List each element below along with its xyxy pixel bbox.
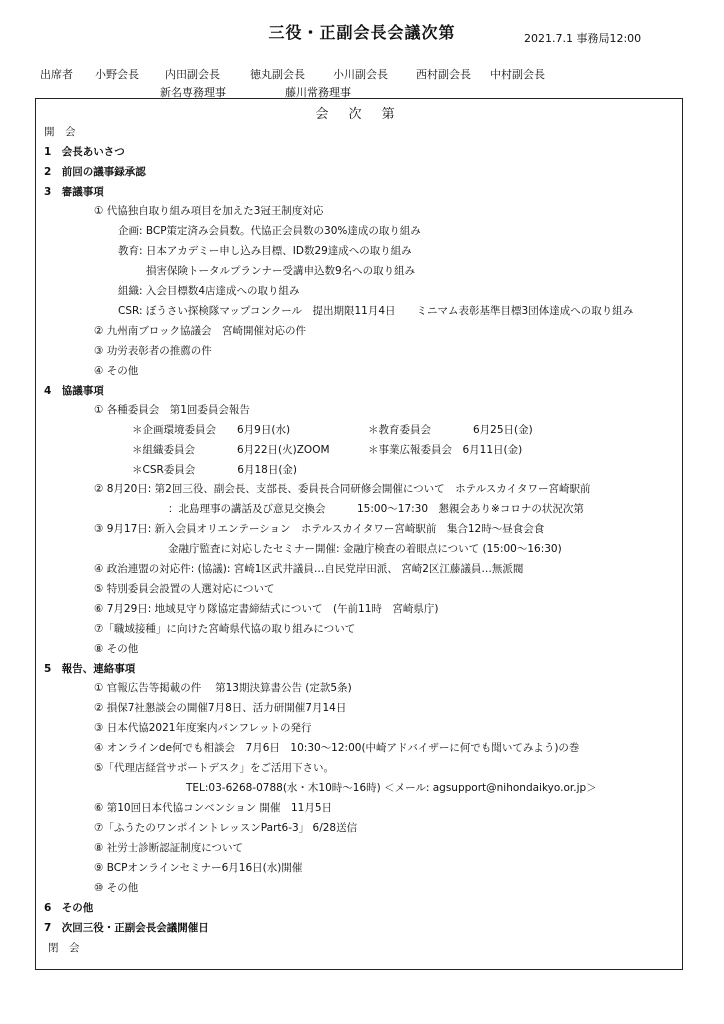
agenda-item: ⑩ その他 bbox=[94, 882, 139, 894]
agenda-section: 4 協議事項 bbox=[44, 385, 104, 397]
agenda-item: ⑤ 特別委員会設置の人選対応について bbox=[94, 583, 275, 595]
agenda-subitem: CSR: ぼうさい探検隊マップコンクール 提出期限11月4日 ミニマム表彰基準目標3団体達成への取り組み bbox=[118, 305, 634, 317]
committee-entry: ＊組織委員会 6月22日(火)ZOOM bbox=[132, 444, 330, 456]
committee-entry: ＊企画環境委員会 6月9日(水) bbox=[132, 424, 291, 436]
agenda-item: ⑤「代理店経営サポートデスク」をご活用下さい。 bbox=[94, 762, 334, 774]
attendee: 徳丸副会長 bbox=[250, 68, 305, 81]
agenda-item: ⑦「職域接種」に向けた宮崎県代協の取り組みについて bbox=[94, 623, 356, 635]
agenda-item: ⑦「ふうたのワンポイントレッスンPart6-3」 6/28送信 bbox=[94, 822, 358, 834]
attendee: 小野会長 bbox=[95, 68, 139, 81]
agenda-opening: 開 会 bbox=[44, 126, 76, 138]
agenda-subitem: 教育: 日本アカデミー申し込み目標、ID数29達成への取り組み bbox=[118, 245, 412, 257]
agenda-section: 6 その他 bbox=[44, 902, 94, 914]
agenda-closing: 閉 会 bbox=[48, 942, 80, 954]
agenda-item: ④ オンラインde何でも相談会 7月6日 10:30〜12:00(中崎アドバイザーに何でも聞いてみよう)の巻 bbox=[94, 742, 580, 754]
attendee: 小川副会長 bbox=[333, 68, 388, 81]
agenda-item: ⑥ 第10回日本代協コンベンション 開催 11月5日 bbox=[94, 802, 333, 814]
agenda-item: ① 官報広告等掲載の件 第13期決算書公告 (定款5条) bbox=[94, 682, 352, 694]
agenda-item: ③ 9月17日: 新入会員オリエンテーション ホテルスカイタワー宮崎駅前 集合12時〜昼食会食 bbox=[94, 523, 545, 535]
agenda-item: ① 代協独自取り組み項目を加えた3冠王制度対応 bbox=[94, 205, 324, 217]
agenda-item: ⑧ その他 bbox=[94, 643, 139, 655]
attendee: 藤川常務理事 bbox=[285, 86, 351, 99]
agenda-title: 会 次 第 bbox=[315, 107, 403, 122]
attendees-label: 出席者 bbox=[40, 68, 73, 81]
agenda-section: 7 次回三役・正副会長会議開催日 bbox=[44, 922, 209, 934]
attendee: 中村副会長 bbox=[490, 68, 545, 81]
agenda-subitem: 組織: 入会目標数4店達成への取り組み bbox=[118, 285, 300, 297]
agenda-item: ④ その他 bbox=[94, 365, 139, 377]
agenda-subitem: ：北島理事の講話及び意見交換会 15:00〜17:30 懇親会あり※コロナの状況次第 bbox=[168, 503, 584, 515]
agenda-item: ③ 功労表彰者の推薦の件 bbox=[94, 345, 212, 357]
agenda-subitem: 企画: BCP策定済み会員数。代協正会員数の30%達成の取り組み bbox=[118, 225, 421, 237]
agenda-item: ① 各種委員会 第1回委員会報告 bbox=[94, 404, 250, 416]
agenda-section: 5 報告、連絡事項 bbox=[44, 663, 136, 675]
agenda-section: 3 審議事項 bbox=[44, 186, 104, 198]
attendee: 内田副会長 bbox=[165, 68, 220, 81]
committee-entry: ＊教育委員会 6月25日(金) bbox=[368, 424, 533, 436]
agenda-item: ② 8月20日: 第2回三役、副会長、支部長、委員長合同研修会開催について ホテルスカイタワー宮崎駅前 bbox=[94, 483, 591, 495]
agenda-box bbox=[35, 98, 683, 970]
agenda-item: ⑨ BCPオンラインセミナー6月16日(水)開催 bbox=[94, 862, 303, 874]
agenda-item: ③ 日本代協2021年度案内パンフレットの発行 bbox=[94, 722, 312, 734]
agenda-subitem: 金融庁監査に対応したセミナー開催: 金融庁検査の着眼点について (15:00〜16:30) bbox=[168, 543, 562, 555]
agenda-item: ② 九州南ブロック協議会 宮崎開催対応の件 bbox=[94, 325, 307, 337]
document-title: 三役・正副会長会議次第 bbox=[268, 23, 456, 42]
attendee: 新名専務理事 bbox=[160, 86, 226, 99]
meeting-date: 2021.7.1 事務局12:00 bbox=[524, 32, 642, 45]
committee-entry: ＊事業広報委員会 6月11日(金) bbox=[368, 444, 523, 456]
agenda-section: 1 会長あいさつ bbox=[44, 146, 125, 158]
attendee: 西村副会長 bbox=[416, 68, 471, 81]
agenda-item: ⑥ 7月29日: 地域見守り隊協定書締結式について (午前11時 宮崎県庁) bbox=[94, 603, 439, 615]
agenda-subitem: 損害保険トータルプランナー受講申込数9名への取り組み bbox=[146, 265, 416, 277]
agenda-item: ⑧ 社労士診断認証制度について bbox=[94, 842, 244, 854]
agenda-section: 2 前回の議事録承認 bbox=[44, 166, 146, 178]
contact-info: TEL:03-6268-0788(水・木10時〜16時) ＜メール: agsupport@nihondaikyo.or.jp＞ bbox=[186, 782, 597, 794]
committee-entry: ＊CSR委員会 6月18日(金) bbox=[132, 464, 298, 476]
agenda-item: ② 損保7社懇談会の開催7月8日、活力研開催7月14日 bbox=[94, 702, 347, 714]
agenda-item: ④ 政治連盟の対応件: (協議): 宮崎1区武井議員…自民党岸田派、 宮崎2区江藤議員…無派閥 bbox=[94, 563, 524, 575]
